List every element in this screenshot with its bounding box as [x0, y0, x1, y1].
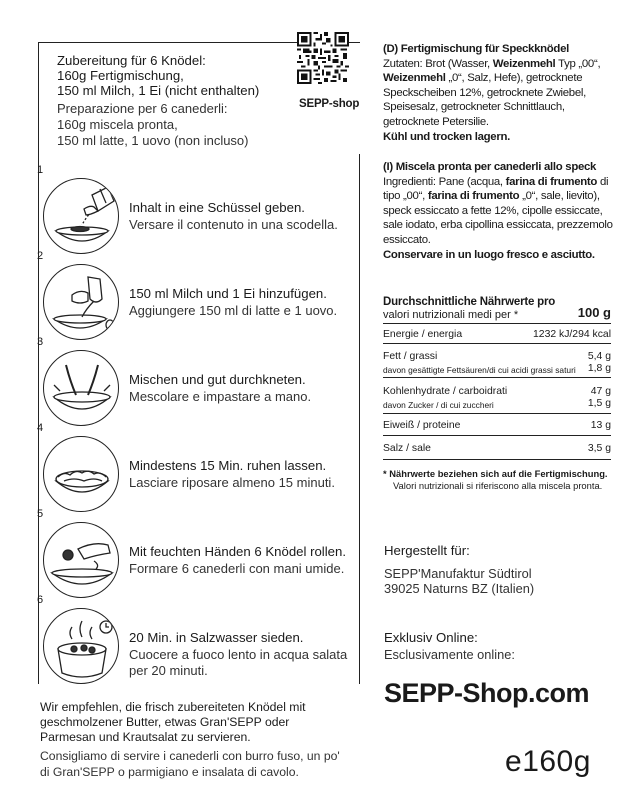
nutrition-row-energy: [383, 324, 611, 344]
preparation-de: [57, 53, 337, 98]
step-it-text: Mescolare e impastare a mano.: [129, 389, 312, 404]
step-6: [39, 594, 399, 678]
online-block: [384, 630, 515, 662]
qr-label: SEPP-shop: [299, 98, 360, 110]
step-number: 3: [37, 336, 44, 348]
preparation-it-title: Preparazione per 6 canederli:: [57, 101, 228, 116]
nutrient-value: 3,5 g: [587, 443, 611, 454]
step-de-text: Mit feuchten Händen 6 Knödel rollen.: [129, 544, 347, 559]
weight-value: 160g: [522, 745, 591, 778]
storage-de: Kühl und trocken lagern.: [383, 130, 510, 143]
nutrient-value: 47 g: [590, 386, 611, 397]
preparation-it-line1: 160g miscela pronta,: [57, 117, 178, 132]
step-de-text: 20 Min. in Salzwasser sieden.: [129, 630, 304, 645]
preparation-de-line2: 150 ml Milch, 1 Ei (nicht enthalten): [57, 83, 260, 98]
step-de-text: Mischen und gut durchkneten.: [129, 372, 306, 387]
nutrient-sub-value: 1,5 g: [587, 398, 611, 409]
step-de-text: 150 ml Milch und 1 Ei hinzufügen.: [129, 286, 327, 301]
nutrition-note-de: * Nährwerte beziehen sich auf die Fertigmischung.: [383, 468, 608, 479]
manufacturer-title: Hergestellt für:: [384, 543, 470, 558]
nutrition-row-fat: [383, 344, 611, 378]
nutrient-sub-label: davon gesättigte Fettsäuren/di cui acidi grassi saturi: [383, 365, 576, 375]
step-4: [39, 422, 399, 506]
estimated-sign-icon: e: [505, 745, 523, 778]
step-2: [39, 250, 399, 334]
manufacturer-name: SEPP'Manufaktur Südtirol: [384, 566, 532, 581]
nutrient-label: Fett / grassi: [383, 351, 438, 362]
nutrition-subtitle: valori nutrizionali medi per *: [383, 309, 519, 321]
manufacturer-block: [384, 543, 614, 596]
step-number: 4: [37, 422, 44, 434]
nutrition-title: Durchschnittliche Nährwerte pro: [383, 296, 556, 308]
online-title-it: Esclusivamente online:: [384, 647, 515, 662]
allergen: farina di frumento: [505, 175, 598, 188]
ingredients-de-title: (D) Fertigmischung für Speckknödel: [383, 43, 569, 55]
step-number: 2: [37, 250, 44, 262]
ingredients-de-list: [383, 57, 613, 130]
ingr-text: Zutaten: Brot (Wasser,: [383, 57, 493, 70]
nutrient-value: 1232 kJ/294 kcal: [533, 329, 611, 340]
boiling-pot-icon: [43, 608, 119, 684]
recommendation-de: Wir empfehlen, die frisch zubereiteten Knödel mit geschmolzener Butter, etwas Gran'SEPP oder Parmesan und Krautsalat zu servieren.: [40, 700, 306, 744]
allergen: Weizenmehl: [383, 72, 446, 85]
manufacturer-address: 39025 Naturns BZ (Italien): [384, 581, 535, 596]
net-weight: [505, 745, 591, 779]
step-it-text: Aggiungere 150 ml di latte e 1 uovo.: [129, 303, 338, 318]
nutrition-header-row: [383, 305, 611, 324]
step-3: [39, 336, 399, 420]
nutrient-label: Energie / energia: [383, 329, 463, 340]
step-number: 5: [37, 508, 44, 520]
steps-frame: [38, 154, 360, 684]
preparation-it-line2: 150 ml latte, 1 uovo (non incluso): [57, 133, 249, 148]
preparation-de-line1: 160g Fertigmischung,: [57, 68, 184, 83]
nutrition-row-protein: [383, 414, 611, 436]
step-5: [39, 508, 399, 592]
storage-it: Conservare in un luogo fresco e asciutto.: [383, 248, 595, 261]
milk-egg-icon: [43, 264, 119, 340]
nutrient-value: 13 g: [590, 420, 611, 431]
ingredients-it: [383, 160, 613, 262]
step-it-text: Formare 6 canederli con mani umide.: [129, 561, 345, 576]
ingredients-it-list: [383, 175, 613, 248]
ingr-text: Typ „00“,: [555, 57, 601, 70]
nutrition-row-salt: [383, 436, 611, 460]
step-de-text: Mindestens 15 Min. ruhen lassen.: [129, 458, 327, 473]
qr-code-icon[interactable]: [297, 32, 349, 84]
recommendation-it: Consigliamo di servire i canederli con burro fuso, un po' di Gran'SEPP o parmigiano e insalata di cavolo.: [40, 749, 340, 779]
serving-recommendation: [40, 700, 340, 780]
allergen: farina di frumento: [427, 190, 520, 203]
preparation-de-title: Zubereitung für 6 Knödel:: [57, 53, 206, 68]
step-it-text: Lasciare riposare almeno 15 minuti.: [129, 475, 335, 490]
step-number: 1: [37, 164, 44, 176]
ingredients-de: [383, 42, 613, 144]
pouring-bowl-icon: [43, 178, 119, 254]
ingr-text: „0“, sale, lievito), speck essiccato a fette 12%, cipolle essiccate, sale iodato, erba cipollina essiccata, prezzemolo essiccato.: [383, 190, 613, 246]
ingr-text: di tipo „00“,: [383, 175, 609, 203]
nutrition-table: [383, 296, 611, 493]
ingr-text: Ingredienti: Pane (acqua,: [383, 175, 506, 188]
step-1: [39, 164, 399, 248]
ingr-text: „0“, Salz, Hefe), getrocknete Speckscheiben 12%, getrocknete Zwiebel, Speisesalz, getrockneter Schnittlauch, getrocknete Petersilie.: [383, 72, 586, 128]
nutrition-note-it: Valori nutrizionali si riferiscono alla miscela pronta.: [393, 480, 603, 492]
resting-bowl-icon: [43, 436, 119, 512]
preparation-it: [57, 101, 337, 149]
nutrition-per: 100 g: [577, 305, 611, 320]
step-it-text: Versare il contenuto in una scodella.: [129, 217, 338, 232]
allergen: Weizenmehl: [492, 57, 556, 70]
online-title: Exklusiv Online:: [384, 630, 478, 645]
ingredients-it-title: (I) Miscela pronta per canederli allo speck: [383, 161, 597, 173]
nutrient-label: Salz / sale: [383, 443, 431, 454]
nutrient-label: Eiweiß / proteine: [383, 420, 461, 431]
nutrition-row-carbs: [383, 378, 611, 414]
nutrient-label: Kohlenhydrate / carboidrati: [383, 386, 508, 397]
step-de-text: Inhalt in eine Schüssel geben.: [129, 200, 305, 215]
mixing-hands-icon: [43, 350, 119, 426]
nutrient-value: 5,4 g: [587, 351, 611, 362]
step-number: 6: [37, 594, 44, 606]
shop-url-link[interactable]: SEPP-Shop.com: [384, 678, 590, 708]
nutrient-sub-value: 1,8 g: [587, 363, 611, 374]
nutrient-sub-label: davon Zucker / di cui zuccheri: [383, 400, 494, 410]
step-it-text: Cuocere a fuoco lento in acqua salata per 20 minuti.: [129, 647, 348, 678]
rolling-dumpling-icon: [43, 522, 119, 598]
